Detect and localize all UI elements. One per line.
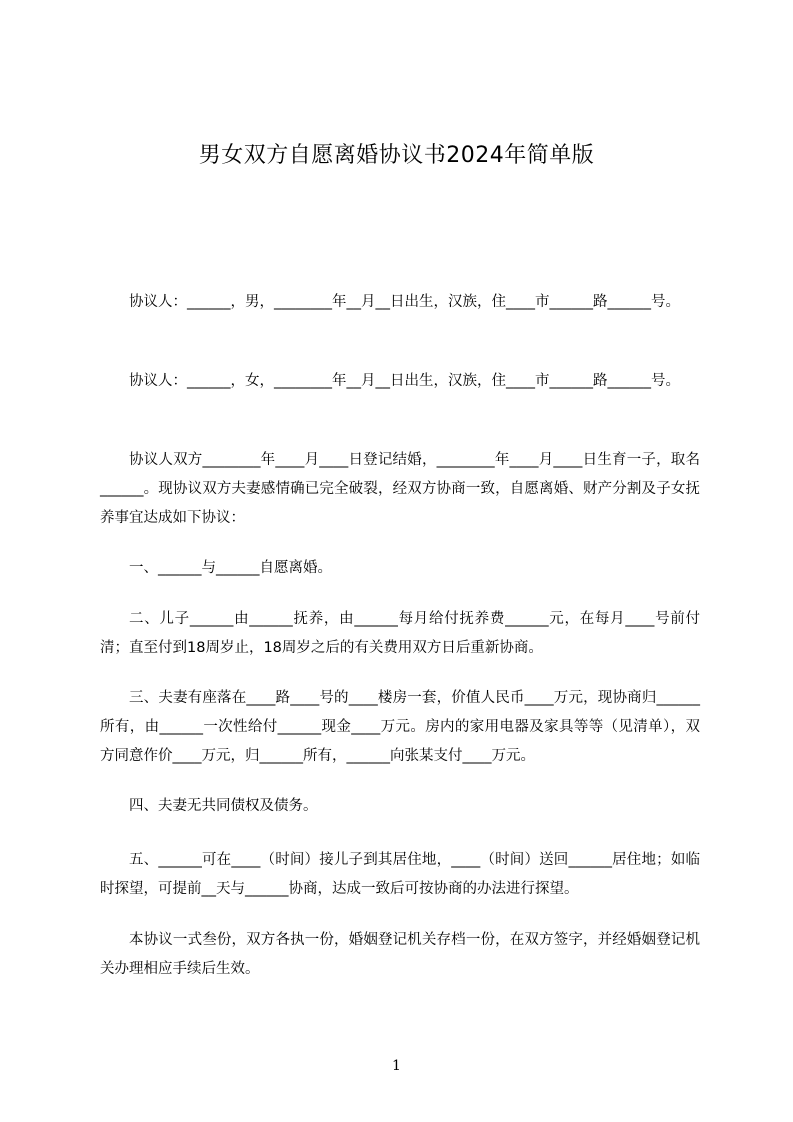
clause-2-child-custody: 二、儿子______由______抚养，由______每月给付抚养费______元，在每月____号前付清；直至付到18周岁止，18周岁之后的有关费用双方日后重新协商。 bbox=[100, 611, 700, 656]
clause-1-divorce: 一、______与______自愿离婚。 bbox=[129, 560, 332, 576]
document-title: 男女双方自愿离婚协议书2024年简单版 bbox=[198, 143, 595, 168]
marriage-background-paragraph: 协议人双方________年____月____日登记结婚，________年____月____日生育一子，取名______。现协议双方夫妻感情确已完全破裂，经双方协商一致，自愿离婚、财产分割及子女抚养事宜达成如下协议： bbox=[100, 452, 700, 526]
clause-5-visitation: 五、______可在____（时间）接儿子到其居住地，____（时间）送回______居住地；如临时探望，可提前__天与______协商，达成一致后可按协商的办法进行探望。 bbox=[100, 852, 700, 897]
party-female-paragraph: 协议人：______，女，________年__月__日出生，汉族，住____市______路______号。 bbox=[129, 373, 680, 389]
party-male-paragraph: 协议人：______，男，________年__月__日出生，汉族，住____市______路______号。 bbox=[129, 294, 680, 310]
page-number: 1 bbox=[392, 1058, 401, 1074]
clause-4-debts: 四、夫妻无共同债权及债务。 bbox=[129, 798, 318, 814]
clause-3-property: 三、夫妻有座落在____路____号的____楼房一套，价值人民币____万元，现协商归______所有，由______一次性给付______现金____万元。房内的家用电器及家具等等（见清单），双方同意作价____万元，归______所有，______向张某支付____万元。 bbox=[100, 690, 700, 764]
effectiveness-paragraph: 本协议一式叁份，双方各执一份，婚姻登记机关存档一份，在双方签字，并经婚姻登记机关办理相应手续后生效。 bbox=[100, 932, 700, 977]
